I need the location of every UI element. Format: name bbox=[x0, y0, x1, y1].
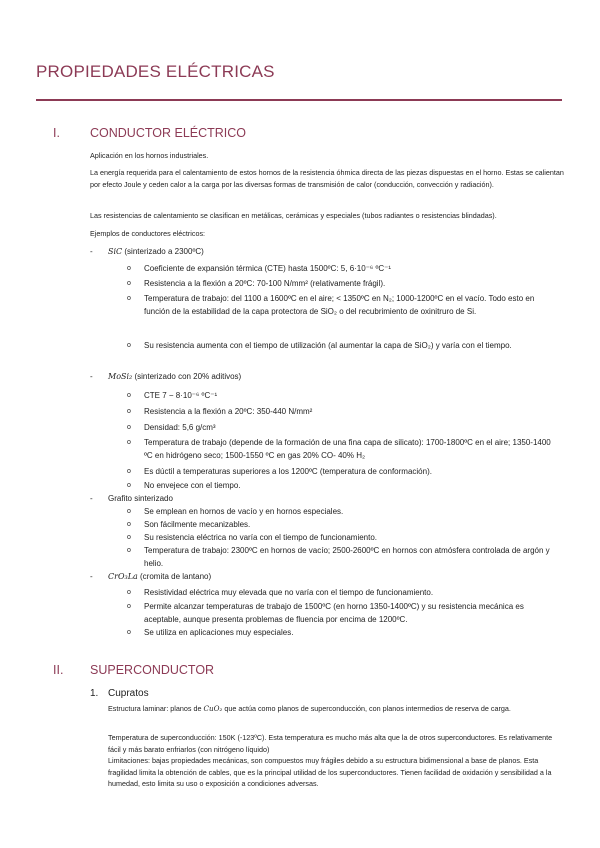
circle-bullet: o bbox=[127, 482, 131, 489]
mosi2-item-2: o Resistencia a la flexión a 20ºC: 350-440 N/mm² bbox=[127, 406, 557, 419]
circle-bullet: o bbox=[127, 424, 131, 431]
grafito-item-3: o Su resistencia eléctrica no varía con el tiempo de funcionamiento. bbox=[127, 532, 557, 545]
list-item-title: (sinterizado con 20% aditivos) bbox=[132, 372, 242, 381]
circle-bullet: o bbox=[127, 603, 131, 610]
formula-mosi2: MoSi₂ bbox=[108, 372, 133, 381]
circle-bullet: o bbox=[127, 508, 131, 515]
dash-bullet: - bbox=[90, 494, 93, 503]
circle-bullet: o bbox=[127, 392, 131, 399]
list-item-title: Grafito sinterizado bbox=[108, 494, 173, 503]
paragraph-classification: Las resistencias de calentamiento se clasifican en metálicas, cerámicas y especiales (tubos radiantes o resistencias blindadas). bbox=[90, 211, 497, 220]
circle-bullet: o bbox=[127, 439, 131, 446]
subsection-label: Cupratos bbox=[108, 688, 149, 699]
circle-bullet: o bbox=[127, 589, 131, 596]
dash-bullet: - bbox=[90, 372, 93, 381]
grafito-item-4: o Temperatura de trabajo: 2300ºC en hornos de vacío; 2500-2600ºC en hornos con atmósfera controlada de argón y helio. bbox=[127, 546, 550, 568]
paragraph-limitations: Limitaciones: bajas propiedades mecánicas, son compuestos muy frágiles debido a su estructura bidimensional a base de planos. Esta fragilidad limita la obtención de cables, que es la principal utilidad de los superconductores. Tienen facilidad de oxidación y sensibilidad a la humedad, esto limita su uso o exposición a condiciones adversas. bbox=[108, 756, 552, 788]
cro3la-item-3: o Se utiliza en aplicaciones muy especiales. bbox=[127, 627, 557, 640]
circle-bullet: o bbox=[127, 265, 131, 272]
circle-bullet: o bbox=[127, 295, 131, 302]
list-item-cro3la bbox=[90, 571, 211, 583]
section-number: I. bbox=[53, 126, 60, 140]
sic-item-4: o Su resistencia aumenta con el tiempo de utilización (al aumentar la capa de SiO₂) y varía con el tiempo. bbox=[127, 340, 557, 353]
list-item-title: (cromita de lantano) bbox=[137, 572, 212, 581]
circle-bullet: o bbox=[127, 521, 131, 528]
circle-bullet: o bbox=[127, 547, 131, 554]
circle-bullet: o bbox=[127, 468, 131, 475]
cro3la-item-2: o Permite alcanzar temperaturas de trabajo de 1500ºC (en horno 1350-1400ºC) y su resistencia mecánica es aceptable, aunque presenta problemas de fluencia por encima de 1200ºC. bbox=[127, 602, 524, 624]
title-divider bbox=[36, 99, 562, 101]
circle-bullet: o bbox=[127, 534, 131, 541]
dash-bullet: - bbox=[90, 572, 93, 581]
list-item-sic bbox=[90, 246, 204, 258]
circle-bullet: o bbox=[127, 280, 131, 287]
list-item-title: (sinterizado a 2300ºC) bbox=[122, 247, 204, 256]
paragraph-energy: La energía requerida para el calentamiento de estos hornos de la resistencia óhmica directa de las piezas dispuestas en el horno. Estas se calientan por efecto Joule y ceden calor a la carga por las diversas formas de transmisión de calor (conducción, convección y radiación). bbox=[90, 168, 564, 189]
paragraph-temperature: Temperatura de superconducción: 150K (-123ºC). Esta temperatura es mucho más alta que la de otros superconductores. Es relativamente fácil y más barato enfriarlos (con nitrógeno líquido) bbox=[108, 733, 553, 754]
mosi2-item-1: o CTE 7 − 8·10⁻⁶ ºC⁻¹ bbox=[127, 390, 557, 403]
section-number: II. bbox=[53, 663, 64, 677]
circle-bullet: o bbox=[127, 342, 131, 349]
sic-item-2: o Resistencia a la flexión a 20ºC: 70-100 N/mm² (relativamente frágil). bbox=[127, 278, 557, 291]
mosi2-item-3: o Densidad: 5,6 g/cm³ bbox=[127, 422, 557, 435]
formula-sic: SiC bbox=[108, 247, 123, 256]
paragraph-structure: Estructura laminar: planos de CuO₂ que actúa como planos de superconducción, con planos intermedios de reserva de carga. bbox=[108, 704, 511, 713]
mosi2-item-6: o No envejece con el tiempo. bbox=[127, 480, 557, 493]
examples-heading: Ejemplos de conductores eléctricos: bbox=[90, 229, 206, 238]
formula-cro3la: CrO₃La bbox=[108, 572, 138, 581]
list-item-grafito bbox=[90, 493, 173, 505]
intro-text: Aplicación en los hornos industriales. bbox=[90, 151, 209, 160]
section-label: SUPERCONDUCTOR bbox=[90, 663, 215, 677]
sic-item-1: o Coeficiente de expansión térmica (CTE) hasta 1500ºC: 5, 6·10⁻⁶ ºC⁻¹ bbox=[127, 263, 557, 276]
subsection-number: 1. bbox=[90, 688, 99, 699]
section-label: CONDUCTOR ELÉCTRICO bbox=[90, 126, 247, 140]
dash-bullet: - bbox=[90, 247, 93, 256]
circle-bullet: o bbox=[127, 629, 131, 636]
list-item-mosi2 bbox=[90, 371, 241, 383]
circle-bullet: o bbox=[127, 408, 131, 415]
grafito-item-2: o Son fácilmente mecanizables. bbox=[127, 519, 557, 532]
cro3la-item-1: o Resistividad eléctrica muy elevada que no varía con el tiempo de funcionamiento. bbox=[127, 587, 557, 600]
page-title: PROPIEDADES ELÉCTRICAS bbox=[36, 62, 275, 81]
subsection-heading-cupratos bbox=[90, 688, 149, 699]
mosi2-item-5: o Es dúctil a temperaturas superiores a los 1200ºC (temperatura de conformación). bbox=[127, 466, 557, 479]
mosi2-item-4: o Temperatura de trabajo (depende de la formación de una fina capa de silicato): 1700-1800ºC en el aire; 1350-1400 ºC en hidrógeno seco; 1500-1550 ºC en gas 20% CO- 40% H₂ bbox=[127, 438, 551, 460]
sic-item-3: o Temperatura de trabajo: del 1100 a 1600ºC en el aire; < 1350ºC en N₂; 1000-1200ºC en el vacío. Todo esto en función de la estabilidad de la capa protectora de SiO₂ o del recubrimiento de oxinitruro de Si. bbox=[127, 294, 535, 316]
grafito-item-1: o Se emplean en hornos de vacío y en hornos especiales. bbox=[127, 506, 557, 519]
formula-cuo2: CuO₂ bbox=[203, 704, 223, 713]
